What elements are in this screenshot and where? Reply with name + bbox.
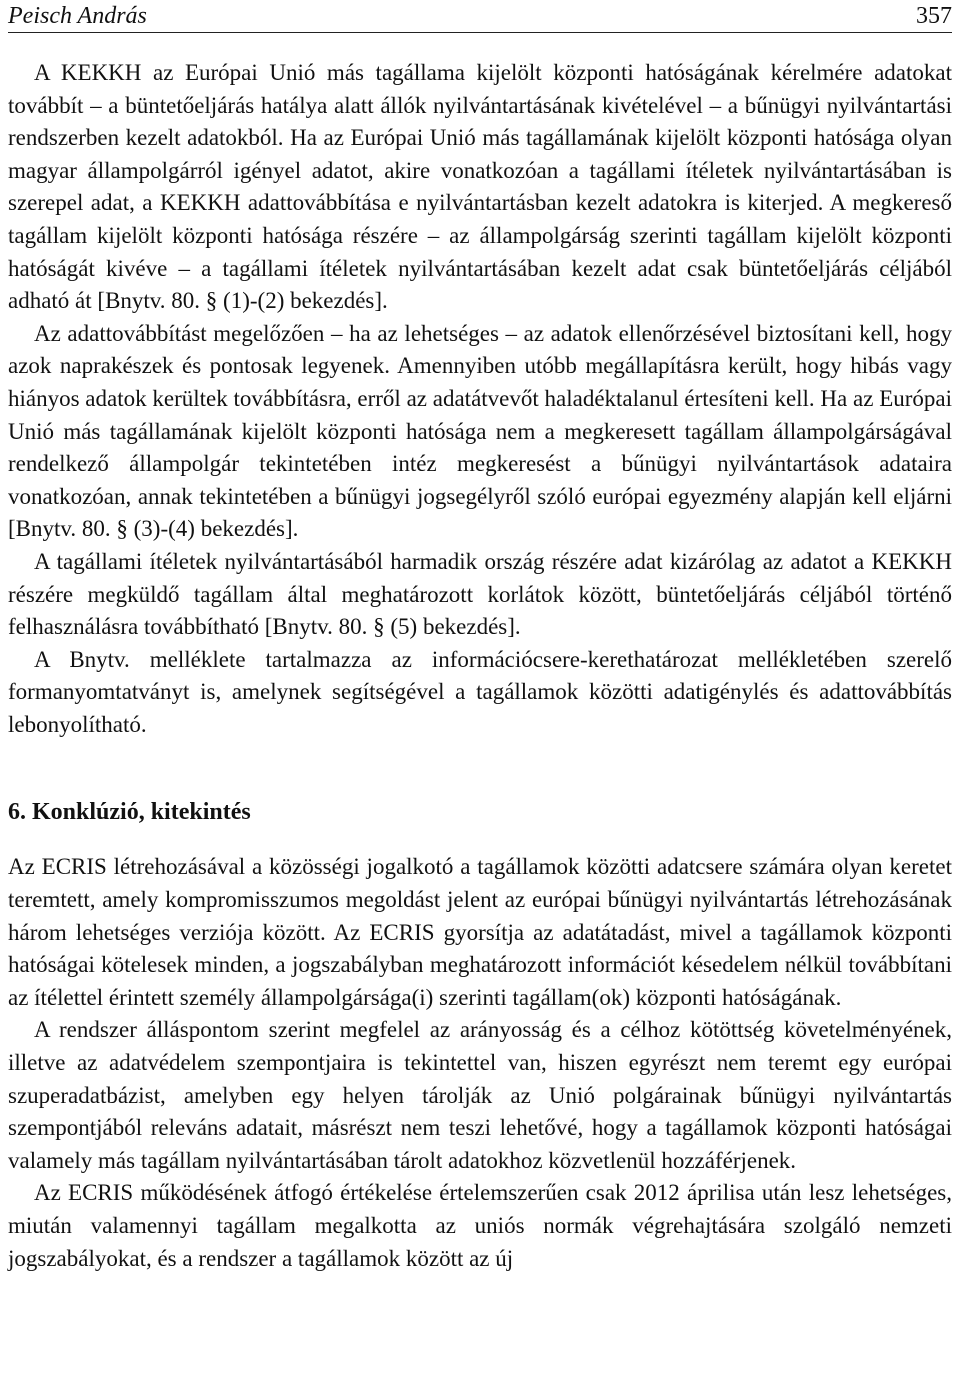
page-number: 357 xyxy=(916,3,952,29)
section-title: Konklúzió, kitekintés xyxy=(32,799,251,826)
paragraph: A Bnytv. melléklete tartalmazza az információcsere-kerethatározat mellékletében szerelő formanyomtatványt is, amelynek segítségével a tagállamok közötti adatigénylés és adattovábbítás lebonyolítható. xyxy=(8,646,952,737)
paragraph: A KEKKH az Európai Unió más tagállama kijelölt központi hatóságának kérelmére adatokat továbbít – a büntetőeljárás hatálya alatt állók nyilvántartásának kivételével – a bűnügyi nyilvántartási rendszerben kezelt adatokból. Ha az Európai Unió más tagállamának kijelölt központi hatósága olyan magyar állampolgárról igényel adatot, akire vonatkozóan a tagállami ítéletek nyilvántartásában is szerepel adat, a KEKKH adattovábbítása e nyilvántartásban kezelt adatokra is kiterjed. A megkereső tagállam kijelölt központi hatósága részére – az állampolgárság szerinti tagállam kijelölt központi hatóságát kivéve – a tagállami ítéletek nyilvántartásában kezelt adat csak büntetőeljárás céljából adható át [Bnytv. 80. § (1)-(2) bekezdés]. xyxy=(8,60,952,314)
paragraph: Az ECRIS létrehozásával a közösségi jogalkotó a tagállamok közötti adatcsere számára olyan keretet teremtett, amely kompromisszumos megoldást jelent az európai bűnügyi nyilvántartás létrehozásának három lehetséges verziója között. Az ECRIS gyorsítja az adatátadást, mivel a tagállamok központi hatóságai kötelesek minden, a jogszabályban meghatározott információt késedelem nélkül továbbítani az ítélettel érintett személy állampolgársága(i) szerinti tagállam(ok) központi hatóságának. xyxy=(8,854,952,1010)
paragraph: A rendszer álláspontom szerint megfelel az arányosság és a célhoz kötöttség követelményének, illetve az adatvédelem szempontjaira is tekintettel van, hiszen egyrészt nem teremt egy európai szuperadatbázist, amelyben egy helyen tárolják az Unió polgárainak bűnügyi nyilvántartás szempontjából releváns adatait, másrészt nem teszi lehetővé, hogy a tagállamok központi hatóságai valamely más tagállam nyilvántartásában tárolt adatokhoz közvetlenül hozzáférjenek. xyxy=(8,1017,952,1173)
document-page xyxy=(8,0,952,1275)
paragraph: Az adattovábbítást megelőzően – ha az lehetséges – az adatok ellenőrzésével biztosítani kell, hogy azok naprakészek és pontosak legyenek. Amennyiben utóbb megállapításra került, hogy hibás vagy hiányos adatok kerültek továbbításra, erről az adatátvevőt haladéktalanul értesíteni kell. Ha az Európai Unió más tagállamának kijelölt központi hatósága nem a megkeresett tagállam állampolgárságával rendelkező állampolgár tekintetében intéz megkeresést a bűnügyi nyilvántartások adataira vonatkozóan, annak tekintetében a bűnügyi jogsegélyről szóló európai egyezmény alapján kell eljárni [Bnytv. 80. § (3)-(4) bekezdés]. xyxy=(8,320,952,542)
body-text-section xyxy=(8,851,952,1275)
section-number: 6. xyxy=(8,799,26,826)
running-header xyxy=(8,0,952,33)
paragraph: Az ECRIS működésének átfogó értékelése értelemszerűen csak 2012 áprilisa után lesz lehetséges, miután valamennyi tagállam megalkotta az uniós normák végrehajtására szolgáló nemzeti jogszabályokat, és a rendszer a tagállamok között az új xyxy=(8,1180,952,1271)
header-author: Peisch András xyxy=(8,3,147,29)
body-text-top xyxy=(8,57,952,741)
paragraph: A tagállami ítéletek nyilvántartásából harmadik ország részére adat kizárólag az adatot a KEKKH részére megküldő tagállam által meghatározott korlátok között, büntetőeljárás céljából történő felhasználásra továbbítható [Bnytv. 80. § (5) bekezdés]. xyxy=(8,548,952,640)
section-heading xyxy=(8,797,952,827)
